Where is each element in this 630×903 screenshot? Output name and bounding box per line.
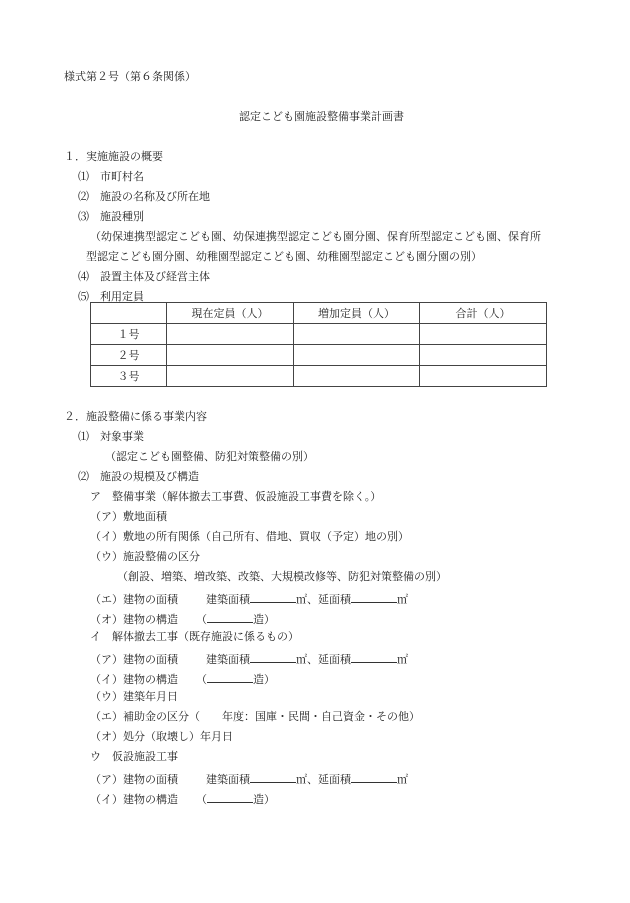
floor-area-field[interactable]: [351, 650, 397, 663]
building-area-text: 建築面積: [206, 773, 250, 786]
building-area-field[interactable]: [250, 770, 296, 783]
unit-m2: ㎡: [397, 653, 408, 666]
unit-m2: ㎡: [397, 773, 408, 786]
subitem-i-demolition: イ 解体撤去工事（既存施設に係るもの）: [90, 630, 299, 643]
facility-type-options-2: 型認定こども園分園、幼稚園型認定こども園、幼稚園型認定こども園分園の別）: [86, 250, 482, 263]
row-label: １号: [91, 324, 167, 345]
unit-m2: ㎡: [296, 653, 307, 666]
floor-area-text: 、延面積: [307, 773, 351, 786]
temporary-structure-row: [90, 790, 275, 807]
paren-open: （: [196, 673, 207, 686]
capacity-table: [90, 302, 547, 387]
construction-date: （ウ）建築年月日: [90, 690, 178, 703]
table-cell[interactable]: [420, 324, 547, 345]
building-structure-label: （オ）建物の構造: [90, 613, 178, 626]
temporary-area-label: （ア）建物の面積: [90, 773, 178, 786]
paren-open: （: [196, 793, 207, 806]
subitem-u-temporary: ウ 仮設施設工事: [90, 750, 178, 763]
building-area-label: （エ）建物の面積: [90, 593, 178, 606]
table-cell[interactable]: [167, 366, 294, 387]
building-area-row: [90, 590, 408, 607]
item-operator: ⑷ 設置主体及び経営主体: [78, 270, 210, 283]
floor-area-field[interactable]: [351, 770, 397, 783]
building-area-text: 建築面積: [206, 653, 250, 666]
structure-field[interactable]: [207, 790, 253, 803]
building-area-text: 建築面積: [206, 593, 250, 606]
facility-category: （ウ）施設整備の区分: [90, 550, 200, 563]
table-header-cell: 現在定員（人）: [167, 303, 294, 324]
table-row: [91, 366, 547, 387]
demolition-structure-row: [90, 670, 275, 687]
item-scale-structure: ⑵ 施設の規模及び構造: [78, 470, 199, 483]
item-capacity: ⑸ 利用定員: [78, 290, 144, 303]
structure-suffix: 造）: [253, 613, 275, 626]
floor-area-text: 、延面積: [307, 653, 351, 666]
facility-category-options: （創設、増築、増改築、改築、大規模改修等、防犯対策整備の別）: [117, 570, 447, 583]
table-cell[interactable]: [294, 345, 420, 366]
floor-area-text: 、延面積: [307, 593, 351, 606]
unit-m2: ㎡: [397, 593, 408, 606]
table-header-row: [91, 303, 547, 324]
site-ownership: （イ）敷地の所有関係（自己所有、借地、買収（予定）地の別）: [90, 530, 409, 543]
building-area-field[interactable]: [250, 650, 296, 663]
structure-suffix: 造）: [253, 673, 275, 686]
section2-heading: ２．施設整備に係る事業内容: [64, 410, 207, 423]
demolition-area-label: （ア）建物の面積: [90, 653, 178, 666]
table-row: [91, 324, 547, 345]
unit-m2: ㎡: [296, 593, 307, 606]
subitem-a-main: ア 整備事業（解体撤去工事費、仮設施設工事費を除く。）: [90, 490, 382, 503]
table-cell[interactable]: [294, 324, 420, 345]
table-header-cell: 増加定員（人）: [294, 303, 420, 324]
paren-open: （: [196, 613, 207, 626]
floor-area-field[interactable]: [351, 590, 397, 603]
table-cell[interactable]: [294, 366, 420, 387]
structure-suffix: 造）: [253, 793, 275, 806]
section1-heading: １．実施施設の概要: [64, 150, 163, 163]
table-cell[interactable]: [420, 345, 547, 366]
building-area-field[interactable]: [250, 590, 296, 603]
row-label: ２号: [91, 345, 167, 366]
table-header-cell: [91, 303, 167, 324]
site-area: （ア）敷地面積: [90, 510, 167, 523]
structure-field[interactable]: [207, 610, 253, 623]
building-structure-row: [90, 610, 275, 627]
unit-m2: ㎡: [296, 773, 307, 786]
item-facility-name: ⑵ 施設の名称及び所在地: [78, 190, 210, 203]
structure-field[interactable]: [207, 670, 253, 683]
temporary-area-row: [90, 770, 408, 787]
subsidy-category: （エ）補助金の区分（ 年度：国庫・民間・自己資金・その他）: [90, 710, 420, 723]
row-label: ３号: [91, 366, 167, 387]
table-cell[interactable]: [420, 366, 547, 387]
demolition-area-row: [90, 650, 408, 667]
target-project-options: （認定こども園整備、防犯対策整備の別）: [105, 450, 314, 463]
table-row: [91, 345, 547, 366]
form-number: 様式第２号（第６条関係）: [64, 70, 196, 83]
document-title: 認定こども園施設整備事業計画書: [239, 110, 404, 123]
table-header-cell: 合計（人）: [420, 303, 547, 324]
item-target-project: ⑴ 対象事業: [78, 430, 144, 443]
demolition-structure-label: （イ）建物の構造: [90, 673, 178, 686]
disposal-date: （オ）処分（取壊し）年月日: [90, 730, 233, 743]
table-cell[interactable]: [167, 324, 294, 345]
table-cell[interactable]: [167, 345, 294, 366]
facility-type-options-1: （幼保連携型認定こども園、幼保連携型認定こども園分園、保育所型認定こども園、保育所: [90, 230, 541, 243]
item-facility-type: ⑶ 施設種別: [78, 210, 144, 223]
item-municipality: ⑴ 市町村名: [78, 170, 144, 183]
temporary-structure-label: （イ）建物の構造: [90, 793, 178, 806]
